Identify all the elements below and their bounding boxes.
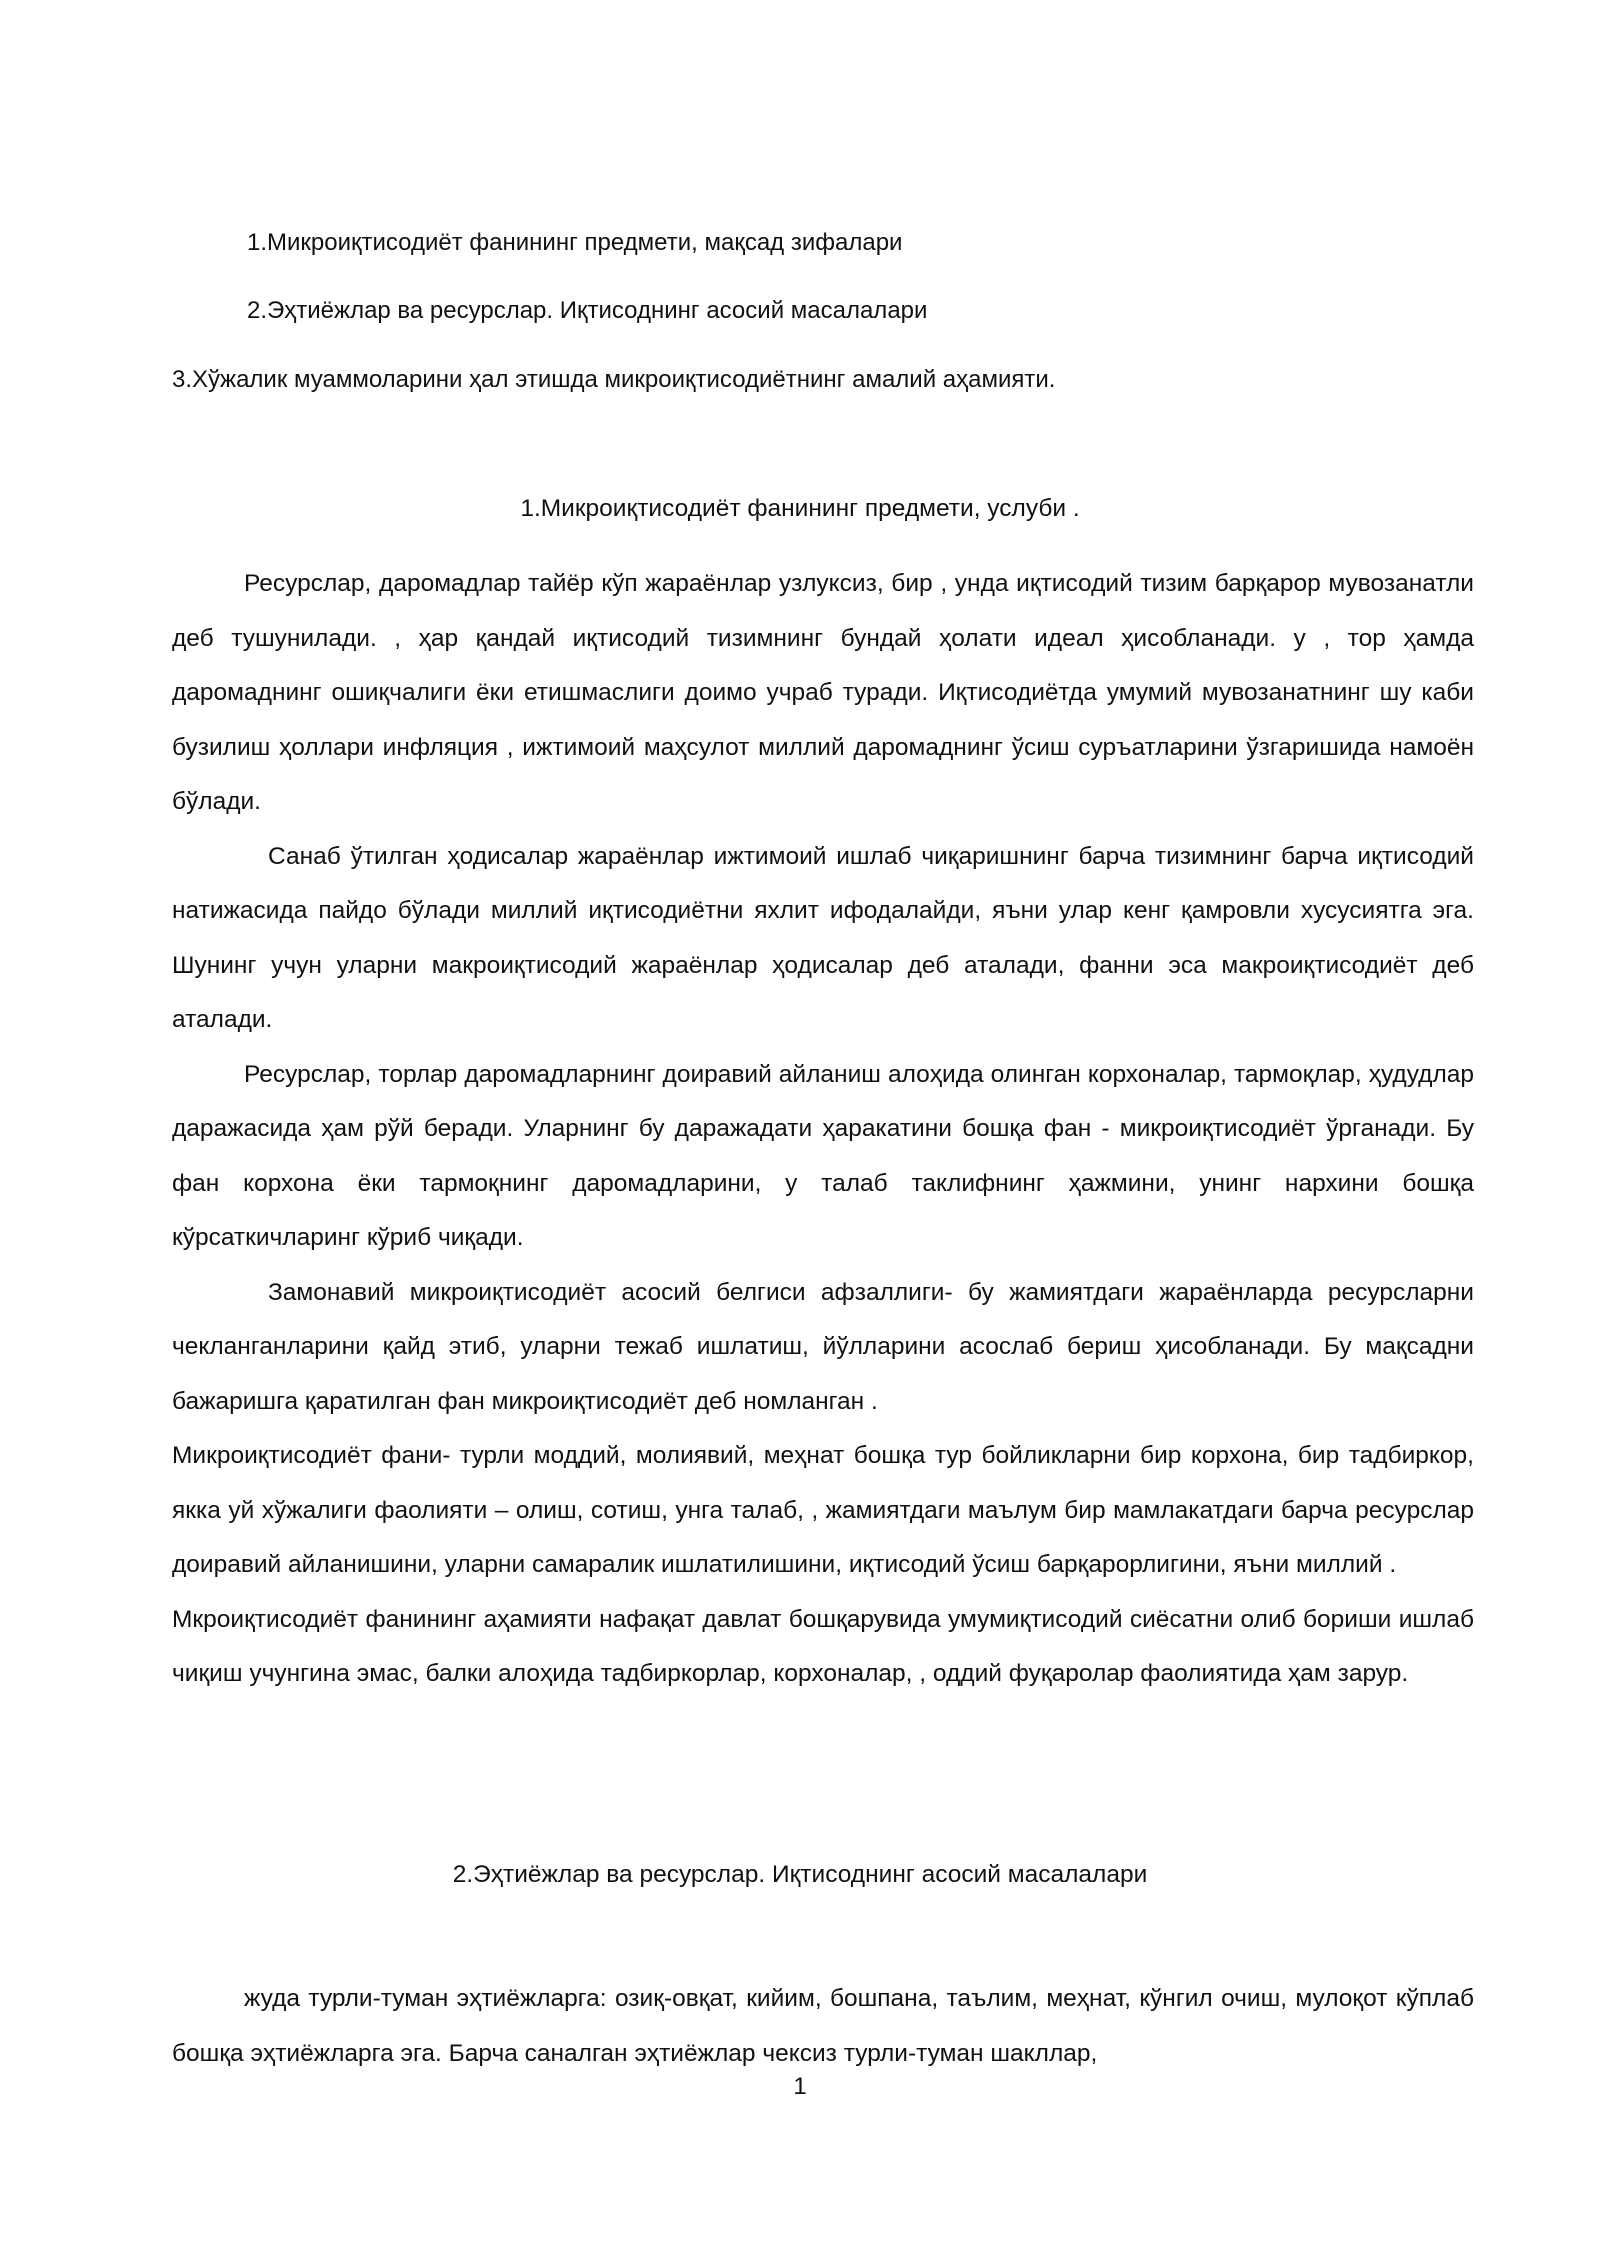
section1-heading: 1.Микроиқтисодиёт фанининг предмети, услуби .: [520, 495, 1080, 522]
section1-body: [172, 557, 1474, 1702]
toc-item-2: 2.Эҳтиёжлар ва ресурслар. Иқтисоднинг асосий масалалари: [247, 297, 928, 324]
section1-paragraph-4: Замонавий микроиқтисодиёт асосий белгиси афзаллиги- бу жамиятдаги жараёнларда ресурсларни чекланганларини қайд этиб, уларни тежаб ишлатиш, йўлларини асослаб бериш ҳисобланади. Бу мақсадни бажаришга қаратилган фан микроиқтисодиёт деб номланган .: [172, 1278, 1474, 1415]
section1-paragraph-5: Микроиқтисодиёт фани- турли моддий, молиявий, меҳнат бошқа тур бойликларни бир корхона, бир тадбиркор, якка уй хўжалиги фаолияти – олиш, сотиш, унга талаб, , жамиятдаги маълум бир мамлакатдаги барча ресурслар доиравий айланишини, уларни самаралик ишлатилишини, иқтисодий ўсиш барқарорлигини, яъни миллий .: [172, 1442, 1474, 1578]
section1-paragraph-3: Ресурслар, торлар даромадларнинг доиравий айланиш алоҳида олинган корхоналар, тармоқлар, ҳудудлар даражасида ҳам рўй беради. Уларнинг бу даражадати ҳаракатини бошқа фан - микроиқтисодиёт ўрганади. Бу фан корхона ёки тармоқнинг даромадларини, у талаб таклифнинг ҳажмини, унинг нархини бошқа кўрсаткичларинг кўриб чиқади.: [172, 1060, 1474, 1251]
section2-body: [172, 1972, 1474, 2081]
toc-item-1: 1.Микроиқтисодиёт фанининг предмети, мақсад зифалари: [247, 229, 903, 256]
section1-paragraph-2: Санаб ўтилган ҳодисалар жараёнлар ижтимоий ишлаб чиқаришнинг барча тизимнинг барча иқтисодий натижасида пайдо бўлади миллий иқтисодиётни яхлит ифодалайди, яъни улар кенг қамровли хусусиятга эга. Шунинг учун уларни макроиқтисодий жараёнлар ҳодисалар деб аталади, фанни эса макроиқтисодиёт деб аталади.: [172, 842, 1474, 1033]
section1-paragraph-6: Мкроиқтисодиёт фанининг аҳамияти нафақат давлат бошқарувида умумиқтисодий сиёсатни олиб бориши ишлаб чиқиш учунгина эмас, балки алоҳида тадбиркорлар, корхоналар, , оддий фуқаролар фаолиятида ҳам зарур.: [172, 1605, 1474, 1687]
section2-paragraph-1: жуда турли-туман эҳтиёжларга: озиқ-овқат, кийим, бошпана, таълим, меҳнат, кўнгил очиш, мулоқот кўплаб бошқа эҳтиёжларга эга. Барча саналган эҳтиёжлар чексиз турли-туман шакллар,: [172, 1985, 1474, 2067]
section2-heading: 2.Эҳтиёжлар ва ресурслар. Иқтисоднинг асосий масалалари: [452, 1861, 1148, 1888]
page-number: 1: [793, 2073, 807, 2100]
section1-paragraph-1: Ресурслар, даромадлар тайёр кўп жараёнлар узлуксиз, бир , унда иқтисодий тизим барқарор мувозанатли деб тушунилади. , ҳар қандай иқтисодий тизимнинг бундай ҳолати идеал ҳисобланади. у , тор ҳамда даромаднинг ошиқчалиги ёки етишмаслиги доимо учраб туради. Иқтисодиётда умумий мувозанатнинг шу каби бузилиш ҳоллари инфляция , ижтимоий маҳсулот миллий даромаднинг ўсиш суръатларини ўзгаришида намоён бўлади.: [172, 570, 1474, 815]
toc-item-3: 3.Хўжалик муаммоларини ҳал этишда микроиқтисодиётнинг амалий аҳамияти.: [172, 366, 1056, 393]
